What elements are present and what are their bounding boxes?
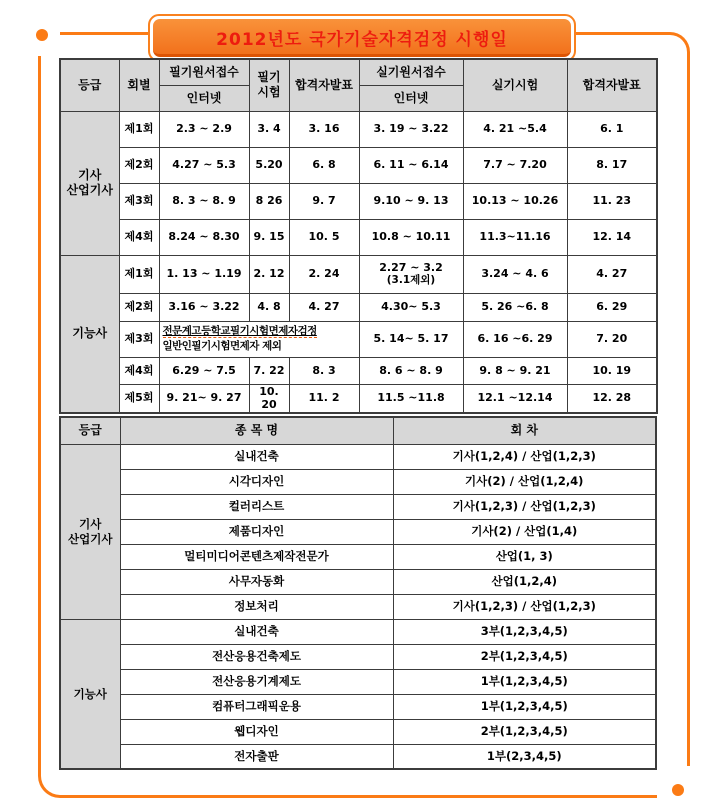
- table-row: [60, 744, 656, 769]
- bullet-dot-bottom-right: [672, 784, 684, 796]
- cell-written-application: 8.24 ~ 8.30: [159, 219, 249, 255]
- header-practical-pass: 합격자발표: [567, 59, 657, 111]
- grade-label-engineer: [60, 444, 120, 619]
- table-row: [60, 321, 657, 357]
- header-grade: 등급: [60, 417, 120, 444]
- table-row: [60, 719, 656, 744]
- grade-line: 기능사: [73, 686, 107, 701]
- cell-written-exam: 5.20: [249, 147, 289, 183]
- exam-schedule-table: [59, 58, 658, 414]
- cell-practical-pass: 12. 28: [567, 384, 657, 413]
- cell-practical-pass: 4. 27: [567, 255, 657, 293]
- cell-written-application: 1. 13 ~ 1.19: [159, 255, 249, 293]
- table-row: [60, 293, 657, 321]
- cell-practical-pass: 11. 23: [567, 183, 657, 219]
- grade-line: 산업기사: [68, 531, 113, 546]
- cell-practical-application: 8. 6 ~ 8. 9: [359, 357, 463, 384]
- header-written-exam: [249, 59, 289, 111]
- subject-rounds-table: [59, 416, 657, 770]
- cell-written-pass: 3. 16: [289, 111, 359, 147]
- cell-written-application: 4.27 ~ 5.3: [159, 147, 249, 183]
- cell-rounds: 3부(1,2,3,4,5): [393, 619, 656, 644]
- cell-rounds: 1부(1,2,3,4,5): [393, 669, 656, 694]
- cell-practical-application: 6. 11 ~ 6.14: [359, 147, 463, 183]
- header-written-exam-line1: 필기: [257, 70, 281, 85]
- cell-practical-application: 9.10 ~ 9. 13: [359, 183, 463, 219]
- cell-round: 제2회: [119, 147, 159, 183]
- exemption-note-line2: 일반인필기시험면제자 제외: [162, 340, 282, 352]
- table-row: [60, 219, 657, 255]
- cell-round: 제3회: [119, 321, 159, 357]
- cell-subject: 사무자동화: [120, 569, 393, 594]
- header-written-pass: 합격자발표: [289, 59, 359, 111]
- table-row: [60, 494, 656, 519]
- table-row: [60, 594, 656, 619]
- cell-practical-application: 10.8 ~ 10.11: [359, 219, 463, 255]
- cell-written-exam: 8 26: [249, 183, 289, 219]
- header-practical-application: 실기원서접수: [359, 59, 463, 85]
- cell-written-pass: 2. 24: [289, 255, 359, 293]
- cell-practical-exam: 10.13 ~ 10.26: [463, 183, 567, 219]
- cell-subject: 전자출판: [120, 744, 393, 769]
- cell-written-exam: 3. 4: [249, 111, 289, 147]
- table-row: [60, 444, 656, 469]
- cell-rounds: 기사(2) / 산업(1,4): [393, 519, 656, 544]
- cell-note: (3.1제외): [386, 274, 436, 287]
- cell-rounds: 기사(1,2,3) / 산업(1,2,3): [393, 594, 656, 619]
- cell-written-application: 8. 3 ~ 8. 9: [159, 183, 249, 219]
- cell-written-pass: 9. 7: [289, 183, 359, 219]
- header-practical-exam: 실기시험: [463, 59, 567, 111]
- cell-written-pass: 4. 27: [289, 293, 359, 321]
- table-row: [60, 569, 656, 594]
- table-row: [60, 694, 656, 719]
- cell-written-pass: 8. 3: [289, 357, 359, 384]
- title-banner: [148, 14, 576, 62]
- cell-rounds: 2부(1,2,3,4,5): [393, 719, 656, 744]
- cell-practical-exam: 12.1 ~12.14: [463, 384, 567, 413]
- bullet-dot-top-left: [36, 29, 48, 41]
- cell-written-pass: 11. 2: [289, 384, 359, 413]
- grade-label-engineer: [60, 111, 119, 255]
- table-row: [60, 111, 657, 147]
- cell-subject: 실내건축: [120, 444, 393, 469]
- cell-practical-application: [359, 255, 463, 293]
- header-written-application: 필기원서접수: [159, 59, 249, 85]
- cell-written-application: 6.29 ~ 7.5: [159, 357, 249, 384]
- header-rounds: 회 차: [393, 417, 656, 444]
- cell-written-application: 3.16 ~ 3.22: [159, 293, 249, 321]
- cell-rounds: 기사(2) / 산업(1,2,4): [393, 469, 656, 494]
- cell-practical-pass: 12. 14: [567, 219, 657, 255]
- grade-line: 기사: [79, 517, 102, 532]
- cell-practical-exam: 7.7 ~ 7.20: [463, 147, 567, 183]
- cell-practical-application: 4.30~ 5.3: [359, 293, 463, 321]
- cell-round: 제1회: [119, 111, 159, 147]
- cell-rounds: 기사(1,2,3) / 산업(1,2,3): [393, 494, 656, 519]
- cell-written-application: 9. 21~ 9. 27: [159, 384, 249, 413]
- cell-practical-exam: 6. 16 ~6. 29: [463, 321, 567, 357]
- table-row: [60, 417, 656, 444]
- cell-written-exam: 2. 12: [249, 255, 289, 293]
- header-practical-internet: 인터넷: [359, 85, 463, 111]
- cell-rounds: 산업(1, 3): [393, 544, 656, 569]
- cell-round: 제3회: [119, 183, 159, 219]
- cell-rounds: 1부(1,2,3,4,5): [393, 694, 656, 719]
- cell-subject: 컴퓨터그래픽운용: [120, 694, 393, 719]
- cell-subject: 웹디자인: [120, 719, 393, 744]
- cell-rounds: 기사(1,2,4) / 산업(1,2,3): [393, 444, 656, 469]
- cell-written-pass: 6. 8: [289, 147, 359, 183]
- header-written-internet: 인터넷: [159, 85, 249, 111]
- cell-practical-exam: 11.3~11.16: [463, 219, 567, 255]
- table-row: [60, 669, 656, 694]
- cell-subject: 전산응용건축제도: [120, 644, 393, 669]
- cell-round: 제5회: [119, 384, 159, 413]
- cell-written-exam: 4. 8: [249, 293, 289, 321]
- table-row: [60, 384, 657, 413]
- cell-practical-application: 5. 14~ 5. 17: [359, 321, 463, 357]
- cell-subject: 정보처리: [120, 594, 393, 619]
- cell-practical-pass: 8. 17: [567, 147, 657, 183]
- exemption-note-line1: 전문계고등학교필기시험면제자검정: [162, 325, 317, 338]
- table-row: [60, 357, 657, 384]
- cell-subject: 컬러리스트: [120, 494, 393, 519]
- cell-practical-pass: 6. 1: [567, 111, 657, 147]
- grade-line: 산업기사: [66, 183, 113, 197]
- grade-line: 기능사: [72, 326, 108, 341]
- cell-round: 제2회: [119, 293, 159, 321]
- table-row: [60, 619, 656, 644]
- cell-practical-exam: 4. 21 ~5.4: [463, 111, 567, 147]
- cell-rounds: 2부(1,2,3,4,5): [393, 644, 656, 669]
- cell-practical-pass: 7. 20: [567, 321, 657, 357]
- cell-practical-pass: 10. 19: [567, 357, 657, 384]
- header-subject: 종 목 명: [120, 417, 393, 444]
- cell-round: 제4회: [119, 357, 159, 384]
- cell-round: 제1회: [119, 255, 159, 293]
- cell-written-exam: 10. 20: [249, 384, 289, 413]
- header-written-exam-line2: 시험: [257, 85, 281, 100]
- cell-practical-exam: 9. 8 ~ 9. 21: [463, 357, 567, 384]
- page-title: 2012년도 국가기술자격검정 시행일: [153, 19, 571, 57]
- cell-rounds: 산업(1,2,4): [393, 569, 656, 594]
- cell-line: 2.27 ~ 3.2: [379, 260, 443, 274]
- cell-written-exam: 7. 22: [249, 357, 289, 384]
- cell-practical-exam: 3.24 ~ 4. 6: [463, 255, 567, 293]
- cell-written-exam: 9. 15: [249, 219, 289, 255]
- header-grade: 등급: [60, 59, 119, 111]
- table-row: [60, 644, 656, 669]
- cell-practical-pass: 6. 29: [567, 293, 657, 321]
- table-row: [60, 183, 657, 219]
- grade-line: 기사: [78, 168, 102, 182]
- table-row: [60, 59, 657, 85]
- header-round: 회별: [119, 59, 159, 111]
- cell-round: 제4회: [119, 219, 159, 255]
- cell-exemption-note: [159, 321, 359, 357]
- table-row: [60, 519, 656, 544]
- cell-subject: 제품디자인: [120, 519, 393, 544]
- cell-written-pass: 10. 5: [289, 219, 359, 255]
- cell-subject: 전산응용기계제도: [120, 669, 393, 694]
- cell-subject: 시각디자인: [120, 469, 393, 494]
- cell-practical-application: 3. 19 ~ 3.22: [359, 111, 463, 147]
- grade-label-craftsman: [60, 255, 119, 413]
- cell-subject: 실내건축: [120, 619, 393, 644]
- cell-practical-exam: 5. 26 ~6. 8: [463, 293, 567, 321]
- cell-subject: 멀티미디어콘텐츠제작전문가: [120, 544, 393, 569]
- table-row: [60, 147, 657, 183]
- cell-rounds: 1부(2,3,4,5): [393, 744, 656, 769]
- table-row: [60, 469, 656, 494]
- table-row: [60, 255, 657, 293]
- cell-practical-application: 11.5 ~11.8: [359, 384, 463, 413]
- grade-label-craftsman: [60, 619, 120, 769]
- cell-written-application: 2.3 ~ 2.9: [159, 111, 249, 147]
- table-row: [60, 544, 656, 569]
